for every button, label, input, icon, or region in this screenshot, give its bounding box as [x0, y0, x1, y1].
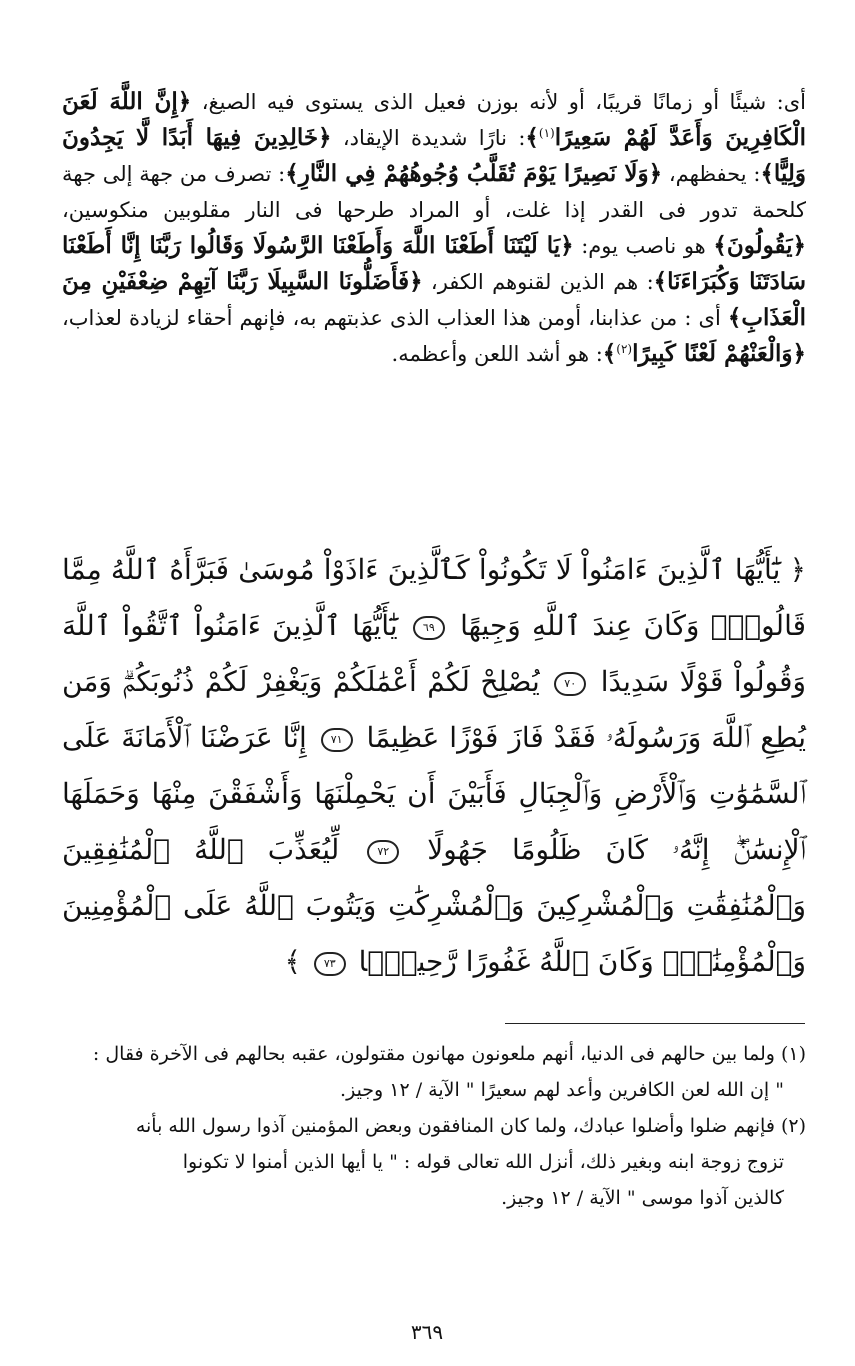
commentary-text: : نارًا شديدة الإيقاد، [331, 126, 526, 150]
ayah-marker-71: ٧١ [321, 728, 353, 752]
footnote-ref-1[interactable]: (١) [538, 126, 555, 140]
commentary-text: : هو أشد اللعن وأعظمه. [391, 342, 603, 366]
ayah-marker-70: ٧٠ [554, 672, 586, 696]
quran-quote: ﴿وَالْعَنْهُمْ لَعْنًا كَبِيرًا [632, 340, 806, 367]
footnote-1 [62, 1036, 806, 1108]
footnotes [62, 1036, 806, 1216]
commentary-text: هو ناصب يوم: [573, 234, 714, 258]
quran-quote-close: ﴾ [525, 124, 539, 151]
ayah-marker-73: ٧٣ [314, 952, 346, 976]
tafsir-commentary [62, 84, 806, 372]
commentary-text: : هم الذين لقنوهم الكفر، [422, 270, 654, 294]
footnote-divider [505, 1023, 805, 1024]
quran-quote: ﴿يَقُولُونَ﴾ [713, 232, 806, 259]
verse-text-70: يَٰٓأَيُّهَا ٱلَّذِينَ ءَامَنُواْ ٱتَّقُواْ ٱللَّهَ وَقُولُواْ قَوْلًا سَدِيدًا [62, 609, 806, 698]
quran-quote: ﴿فَأَضَلُّونَا السَّبِيلَا رَبَّنَا آتِهِمْ ضِعْفَيْنِ مِنَ الْعَذَابِ﴾ [62, 268, 806, 331]
ayah-marker-72: ٧٢ [367, 840, 399, 864]
quran-quote: ﴿يَا لَيْتَنَا أَطَعْنَا اللَّهَ وَأَطَعْنَا الرَّسُولَا وَقَالُوا رَبَّنَا إِنَّا أَطَعْنَا سَادَتَنَا وَكُبَرَاءَنَا﴾ [62, 232, 806, 295]
verse-text-69: يَٰٓأَيُّهَا ٱلَّذِينَ ءَامَنُواْ لَا تَكُونُواْ كَٱلَّذِينَ ءَاذَوْاْ مُوسَىٰ فَبَرَّأَهُ ٱللَّهُ مِمَّا قَالُواْۚ وَكَانَ عِندَ ٱللَّهِ وَجِيهًا [62, 553, 806, 642]
ornate-bracket-open: ﴿ [789, 553, 806, 586]
quran-quote-close: ﴾ [602, 340, 617, 367]
verse-text-73: لِّيُعَذِّبَ ٱللَّهُ ٱلْمُنَٰفِقِينَ وَٱلْمُنَٰفِقَٰتِ وَٱلْمُشْرِكِينَ وَٱلْمُشْرِكَٰتِ وَيَتُوبَ ٱللَّهُ عَلَى ٱلْمُؤْمِنِينَ وَٱلْمُؤْمِنَٰتِۗ وَكَانَ ٱللَّهُ غَفُورًا رَّحِيمًۢا [62, 833, 806, 978]
verse-text-71: يُصْلِحْ لَكُمْ أَعْمَٰلَكُمْ وَيَغْفِرْ لَكُمْ ذُنُوبَكُمْۗ وَمَن يُطِعِ ٱللَّهَ وَرَسُولَهُۥ فَقَدْ فَازَ فَوْزًا عَظِيمًا [62, 665, 807, 754]
footnote-2 [62, 1108, 806, 1216]
verse-text-72: إِنَّا عَرَضْنَا ٱلْأَمَانَةَ عَلَى ٱلسَّمَٰوَٰتِ وَٱلْأَرْضِ وَٱلْجِبَالِ فَأَبَيْنَ أَن يَحْمِلْنَهَا وَأَشْفَقْنَ مِنْهَا وَحَمَلَهَا ٱلْإِنسَٰنُۖ إِنَّهُۥ كَانَ ظَلُومًا جَهُولًا [62, 721, 806, 866]
footnote-1-line-2: " إن الله لعن الكافرين وأعد لهم سعيرًا " الآية / ١٢ وجيز. [340, 1079, 784, 1101]
page-number: ٣٦٩ [410, 1320, 444, 1344]
footnote-ref-2[interactable]: (٢) [616, 342, 633, 356]
commentary-text: أى : من عذابنا، أومن هذا العذاب الذى عذبتهم به، فإنهم أحقاء لزيادة لعذاب، [62, 306, 728, 330]
commentary-text: أى: شيئًا أو زمانًا قريبًا، أو لأنه بوزن فعيل الذى يستوى فيه الصيغ، [191, 90, 806, 114]
footnote-2-line-2: تزوج زوجة ابنه وبغير ذلك، أنزل الله تعالى قوله : " يا أيها الذين أمنوا لا تكونوا [182, 1151, 784, 1173]
quran-quote: ﴿وَلَا نَصِيرًا يَوْمَ تُقَلَّبُ وُجُوهُهُمْ فِي النَّارِ﴾ [285, 160, 663, 187]
quran-quote: ﴿إِنَّ اللَّهَ لَعَنَ الْكَافِرِينَ وَأَعَدَّ لَهُمْ سَعِيرًا [62, 88, 806, 151]
footnote-1-line-1: (١) ولما بين حالهم فى الدنيا، أنهم ملعونون مهانون مقتولون، عقبه بحالهم فى الآخرة فقال : [92, 1043, 806, 1065]
commentary-text: : يحفظهم، [662, 162, 761, 186]
commentary-text: : تصرف من جهة إلى جهة كلحمة تدور فى القدر إذا غلت، أو المراد طرحها فى النار مقلوبين منكوسين، [62, 162, 806, 222]
footnote-2-line-3: كالذين آذوا موسى " الآية / ١٢ وجيز. [501, 1187, 784, 1209]
ayah-marker-69: ٦٩ [413, 616, 445, 640]
ornate-bracket-close: ﴾ [284, 945, 301, 978]
footnote-2-line-1: (٢) فإنهم ضلوا وأضلوا عبادك، ولما كان المنافقون وبعض المؤمنين آذوا رسول الله بأنه [135, 1115, 806, 1137]
quran-quote: ﴿خَالِدِينَ فِيهَا أَبَدًا لَّا يَجِدُونَ وَلِيًّا﴾ [62, 124, 806, 187]
quran-verses [62, 542, 806, 990]
